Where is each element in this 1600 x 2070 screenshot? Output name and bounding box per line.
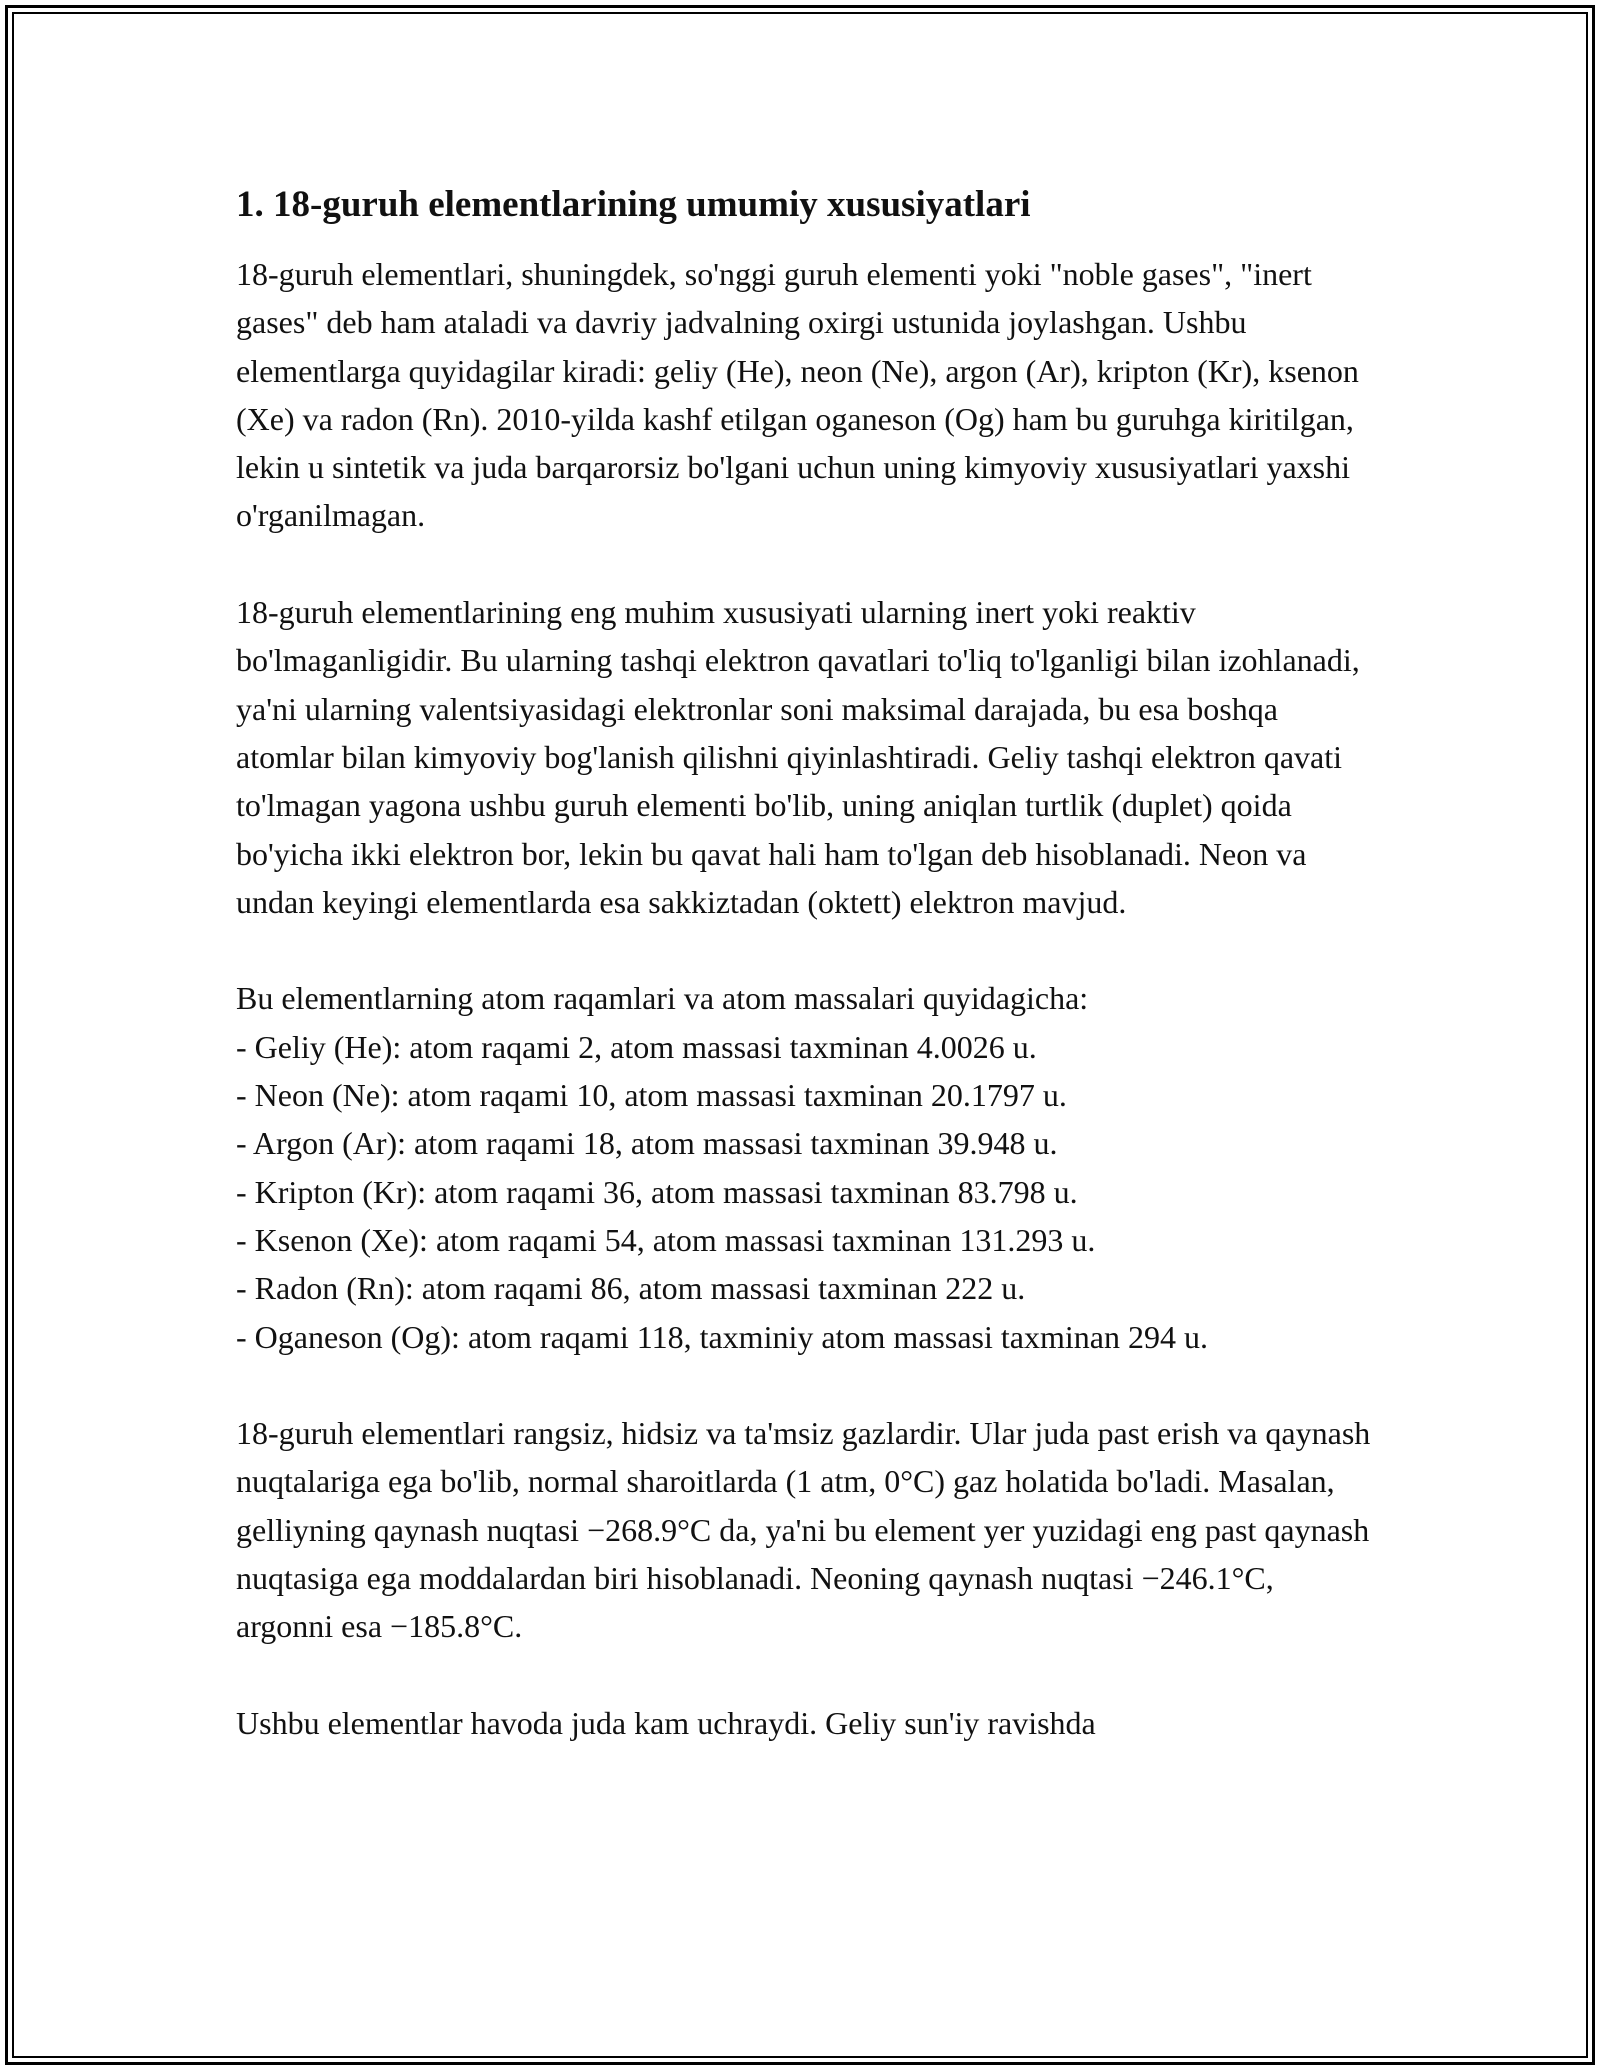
paragraph-occurrence: Ushbu elementlar havoda juda kam uchraydi. Geliy sun'iy ravishda	[236, 1704, 1096, 1741]
list-item-radon: - Radon (Rn): atom raqami 86, atom massasi taxminan 222 u.	[236, 1270, 1026, 1307]
paragraph-properties: 18-guruh elementlarining eng muhim xususiyati ularning inert yoki reaktiv bo'lmaganligidir. Bu ularning tashqi elektron qavatlari to'liq to'lganligi bilan izohlanadi, ya'ni ularning valentsiyasidagi elektronlar soni maksimal darajada, bu esa boshqa atomlar bilan kimyoviy bog'lanish qilishni qiyinlashtiradi. Geliy tashqi elektron qavati to'lmagan yagona ushbu guruh elementi bo'lib, uning aniqlan turtlik (duplet) qoida bo'yicha ikki elektron bor, lekin bu qavat hali ham to'lgan deb hisoblanadi. Neon va undan keyingi elementlarda esa sakkiztadan (oktett) elektron mavjud.	[236, 594, 1360, 920]
paragraph-intro: 18-guruh elementlari, shuningdek, so'nggi guruh elementi yoki "noble gases", "inert gases" deb ham ataladi va davriy jadvalning oxirgi ustunida joylashgan. Ushbu elementlarga quyidagilar kiradi: geliy (He), neon (Ne), argon (Ar), kripton (Kr), ksenon (Xe) va radon (Rn). 2010-yilda kashf etilgan oganeson (Og) ham bu guruhga kiritilgan, lekin u sintetik va juda barqarorsiz bo'lgani uchun uning kimyoviy xususiyatlari yaxshi o'rganilmagan.	[236, 256, 1359, 534]
list-item-oganesson: - Oganeson (Og): atom raqami 118, taxminiy atom massasi taxminan 294 u.	[236, 1318, 1208, 1355]
section-title: 1. 18-guruh elementlarining umumiy xususiyatlari	[236, 184, 1031, 225]
document-body	[236, 182, 1376, 1796]
paragraph-physical: 18-guruh elementlari rangsiz, hidsiz va ta'msiz gazlardir. Ular juda past erish va qaynash nuqtalariga ega bo'lib, normal sharoitlarda (1 atm, 0°C) gaz holatida bo'ladi. Masalan, gelliyning qaynash nuqtasi −268.9°C da, ya'ni bu element yer yuzidagi eng past qaynash nuqtasiga ega moddalardan biri hisoblanadi. Neoning qaynash nuqtasi −246.1°C, argonni esa −185.8°C.	[236, 1415, 1371, 1645]
element-list	[236, 1023, 1376, 1361]
list-item-xenon: - Ksenon (Xe): atom raqami 54, atom massasi taxminan 131.293 u.	[236, 1221, 1096, 1258]
list-item-helium: - Geliy (He): atom raqami 2, atom massasi taxminan 4.0026 u.	[236, 1028, 1037, 1065]
list-item-neon: - Neon (Ne): atom raqami 10, atom massasi taxminan 20.1797 u.	[236, 1077, 1067, 1114]
list-item-krypton: - Kripton (Kr): atom raqami 36, atom massasi taxminan 83.798 u.	[236, 1173, 1078, 1210]
list-intro: Bu elementlarning atom raqamlari va atom massalari quyidagicha:	[236, 980, 1089, 1017]
list-item-argon: - Argon (Ar): atom raqami 18, atom massasi taxminan 39.948 u.	[236, 1125, 1058, 1162]
